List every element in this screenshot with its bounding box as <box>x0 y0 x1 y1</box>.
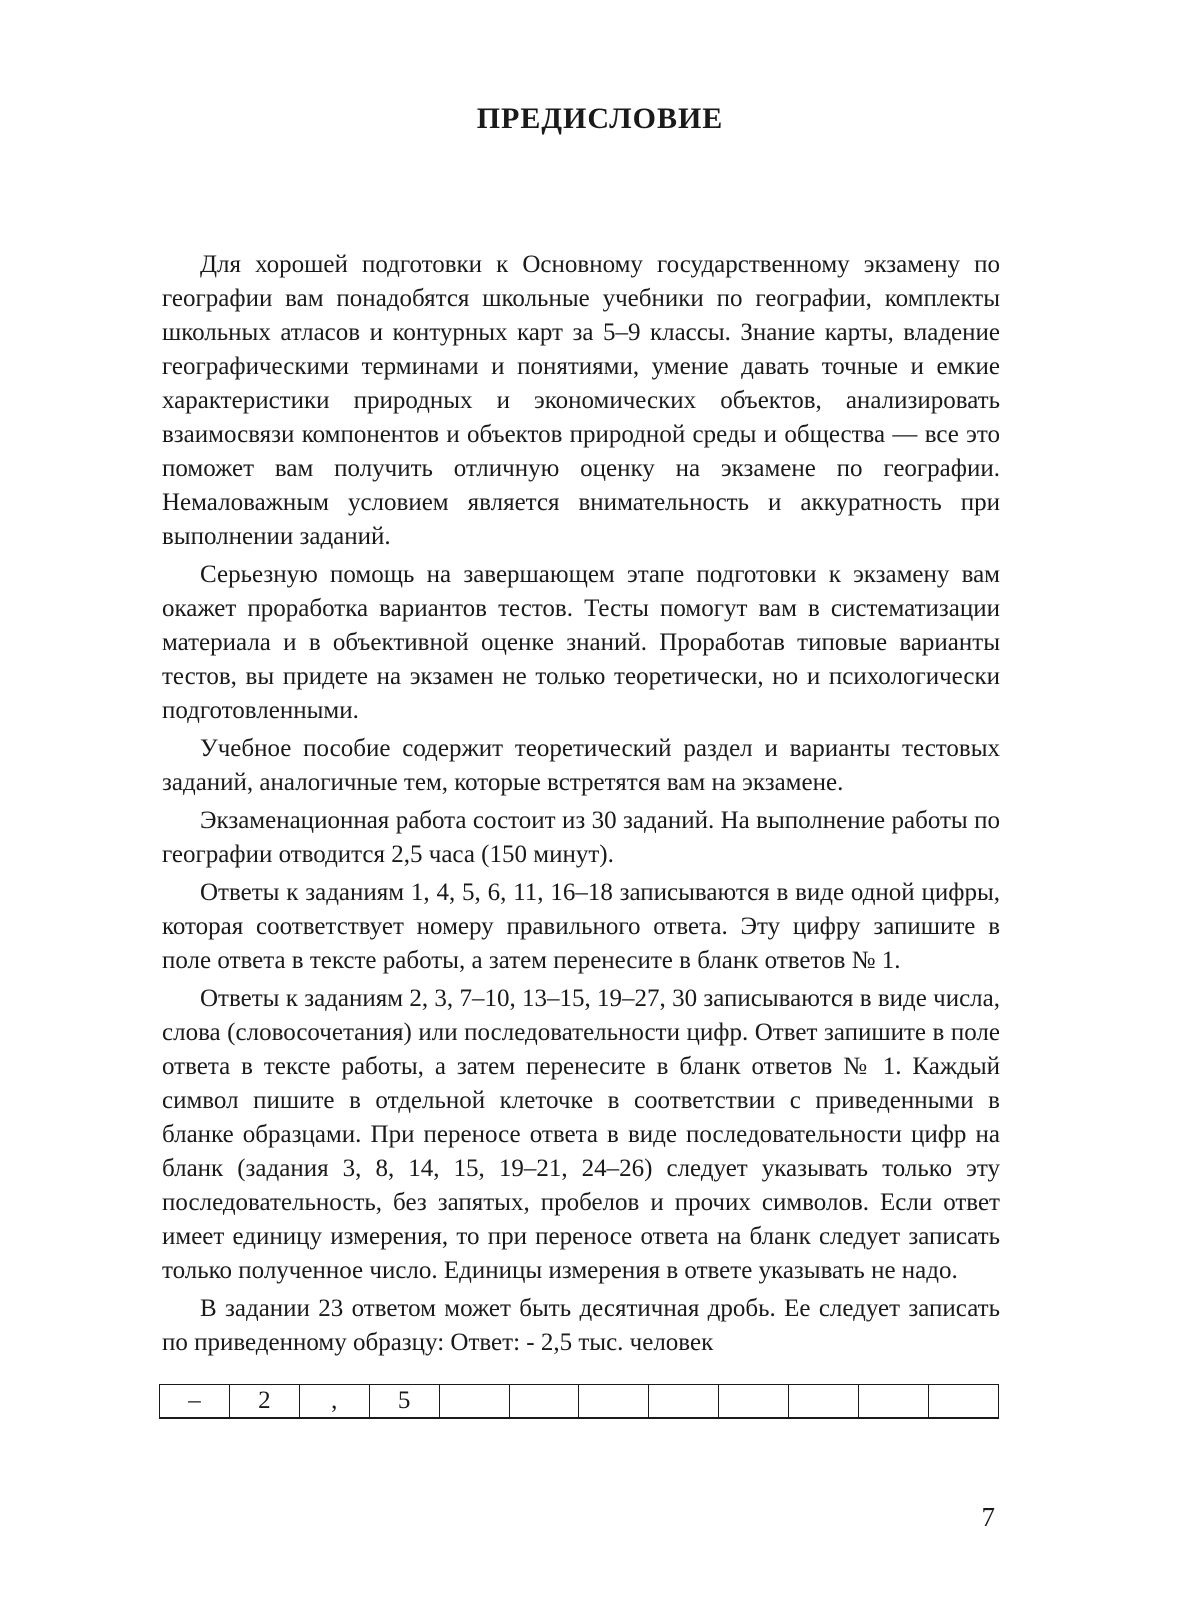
paragraph-decimal-answer: В задании 23 ответом может быть десятичная дробь. Ее следует записать по приведенному образцу: Ответ: - 2,5 тыс. человек <box>162 1295 1000 1356</box>
paragraph-preparation: Для хорошей подготовки к Основному государственному экзамену по географии вам понадобятся школьные учебники по географии, комплекты школьных атласов и контурных карт за 5–9 классы. Знание карты, владение географическими терминами и понятиями, умение давать точные и емкие характеристики природных и экономических объектов, анализировать взаимосвязи компонентов и объектов природной среды и общества — все это поможет вам получить отличную оценку на экзамене по географии. Немаловажным условием является внимательность и аккуратность при выполнении заданий. <box>162 251 1000 550</box>
page-title: ПРЕДИСЛОВИЕ <box>476 102 724 135</box>
paragraph-tests-help: Серьезную помощь на завершающем этапе подготовки к экзамену вам окажет проработка вариантов тестов. Тесты помогут вам в систематизации материала и в объективной оценке знаний. Проработав типовые варианты тестов, вы придете на экзамен не только теоретически, но и психологически подготовленными. <box>162 561 1000 724</box>
answer-cell: 2 <box>229 1385 299 1419</box>
answer-cell <box>789 1385 859 1419</box>
answer-cell <box>649 1385 719 1419</box>
answer-cell <box>439 1385 509 1419</box>
body-text <box>162 248 1000 1364</box>
answer-cell <box>928 1385 998 1419</box>
paragraph-number-word-answers: Ответы к заданиям 2, 3, 7–10, 13–15, 19–27, 30 записываются в виде числа, слова (словосочетания) или последовательности цифр. Ответ запишите в поле ответа в тексте работы, а затем перенесите в бланк ответов № 1. Каждый символ пишите в отдельной клеточке в соответствии с приведенными в бланке образцами. При переносе ответа в виде последовательности цифр на бланк (задания 3, 8, 14, 15, 19–21, 24–26) следует указывать только эту последовательность, без запятых, пробелов и прочих символов. Если ответ имеет единицу измерения, то при переносе ответа на бланк следует записать только полученное число. Единицы измерения в ответе указывать не надо. <box>162 985 1000 1284</box>
paragraph-single-digit-answers: Ответы к заданиям 1, 4, 5, 6, 11, 16–18 записываются в виде одной цифры, которая соответствует номеру правильного ответа. Эту цифру запишите в поле ответа в тексте работы, а затем перенесите в бланк ответов № 1. <box>162 879 1000 974</box>
paragraph-textbook-contents: Учебное пособие содержит теоретический раздел и варианты тестовых заданий, аналогичные тем, которые встретятся вам на экзамене. <box>162 735 1000 796</box>
answer-sample-grid <box>159 1384 999 1419</box>
answer-cell <box>509 1385 579 1419</box>
answer-cell <box>579 1385 649 1419</box>
answer-cell: 5 <box>369 1385 439 1419</box>
answer-sample-row <box>160 1385 999 1419</box>
paragraph-exam-structure: Экзаменационная работа состоит из 30 заданий. На выполнение работы по географии отводится 2,5 часа (150 минут). <box>162 807 1000 868</box>
answer-cell <box>859 1385 929 1419</box>
answer-cell: – <box>160 1385 230 1419</box>
answer-cell <box>719 1385 789 1419</box>
page-number: 7 <box>981 1502 995 1532</box>
answer-cell: , <box>299 1385 369 1419</box>
